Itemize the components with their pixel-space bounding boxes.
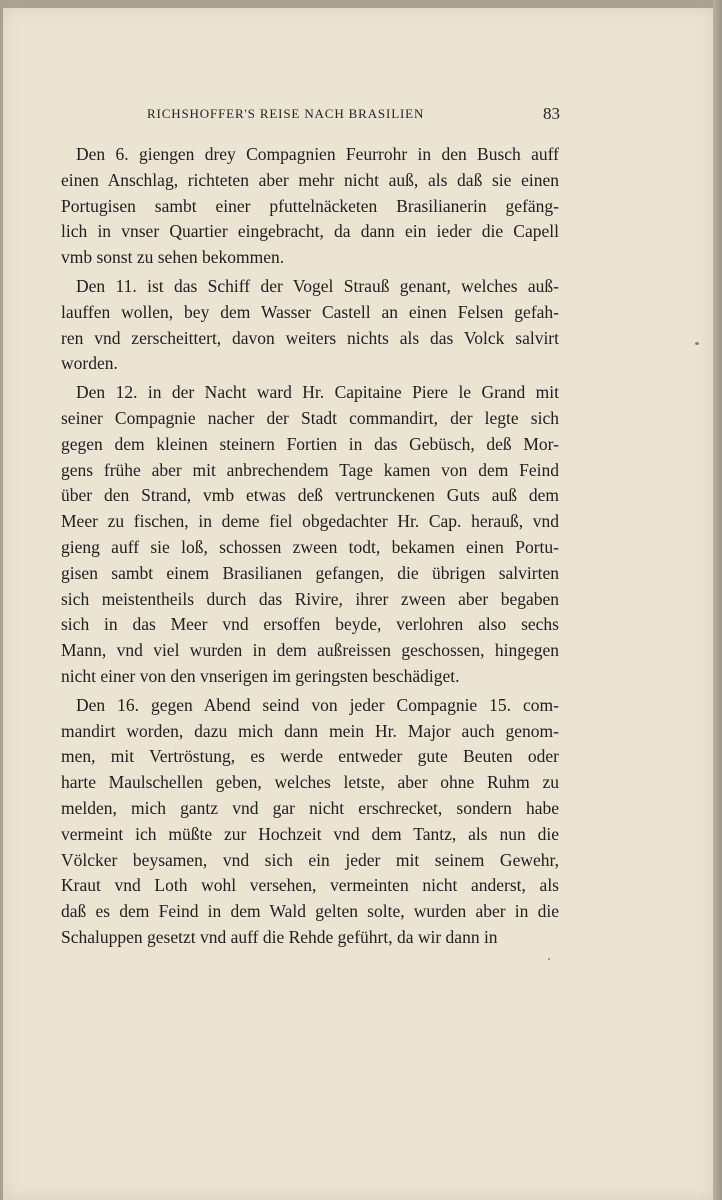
scan-edge-top <box>0 0 722 8</box>
paper-speck <box>548 958 550 960</box>
text-line: Den 6. giengen drey Compagnien Feurrohr in den Busch auff <box>76 144 559 164</box>
text-line: Den 11. ist das Schiff der Vogel Strauß genant, welches auß- <box>76 275 559 296</box>
paragraph <box>61 142 559 271</box>
paragraph <box>61 274 559 377</box>
text-line: seiner Compagnie nacher der Stadt commandirt, der legte sich <box>61 407 559 428</box>
text-line: Schaluppen gesetzt vnd auff die Rehde geführt, da wir dann in <box>61 926 498 947</box>
text-line: lich in vnser Quartier eingebracht, da dann ein ieder die Capell <box>61 221 559 242</box>
paragraph <box>61 380 559 690</box>
text-line: harte Maulschellen geben, welches letste, aber ohne Ruhm zu <box>61 772 559 793</box>
text-line: worden. <box>61 353 118 374</box>
running-title: RICHSHOFFER'S REISE NACH BRASILIEN <box>147 106 425 121</box>
text-line: vermeint ich müßte zur Hochzeit vnd dem Tantz, als nun die <box>61 823 559 844</box>
text-line: Portugisen sambt einer pfuttelnäcketen Brasilianerin gefäng- <box>61 195 559 216</box>
text-line: gisen sambt einem Brasilianen gefangen, die übrigen salvirten <box>61 562 559 583</box>
text-line: daß es dem Feind in dem Wald gelten solte, wurden aber in die <box>61 901 559 922</box>
text-line: sich meistentheils durch das Rivire, ihrer zween aber begaben <box>61 588 559 609</box>
text-line: Meer zu fischen, in deme fiel obgedachter Hr. Cap. herauß, vnd <box>61 511 559 532</box>
text-line: sich in das Meer vnd ersoffen beyde, verlohren also sechs <box>61 614 559 635</box>
text-line: Kraut vnd Loth wohl versehen, vermeinten nicht anderst, als <box>61 875 559 896</box>
text-line: gens frühe aber mit anbrechendem Tage kamen von dem Feind <box>61 459 559 480</box>
text-line: melden, mich gantz vnd gar nicht erschrecket, sondern habe <box>61 797 559 818</box>
scan-edge-left <box>0 0 3 1200</box>
running-header <box>147 106 562 122</box>
text-line: nicht einer von den vnserigen im geringsten beschädiget. <box>61 665 460 686</box>
body-text <box>61 142 559 951</box>
text-line: Mann, vnd viel wurden in dem außreissen geschossen, hingegen <box>61 640 559 661</box>
text-line: gegen dem kleinen steinern Fortien in das Gebüsch, deß Mor- <box>61 433 559 454</box>
text-line: ren vnd zerscheittert, davon weiters nichts als das Volck salvirt <box>61 327 559 348</box>
text-line: mandirt worden, dazu mich dann mein Hr. Major auch genom- <box>61 720 559 741</box>
text-line: Den 12. in der Nacht ward Hr. Capitaine Piere le Grand mit <box>76 382 559 403</box>
text-line: men, mit Vertröstung, es werde entweder gute Beuten oder <box>61 746 559 767</box>
text-line: einen Anschlag, richteten aber mehr nicht auß, als daß sie einen <box>61 169 559 190</box>
text-line: über den Strand, vmb etwas deß vertrunckenen Guts auß dem <box>61 485 559 506</box>
page-number: 83 <box>543 104 560 123</box>
text-line: Völcker beysamen, vnd sich ein jeder mit seinem Gewehr, <box>61 849 559 870</box>
text-line: vmb sonst zu sehen bekommen. <box>61 247 285 268</box>
scan-edge-right <box>713 0 722 1200</box>
text-line: Den 16. gegen Abend seind von jeder Compagnie 15. com- <box>76 694 559 715</box>
paragraph <box>61 693 559 951</box>
text-line: gieng auff sie loß, schossen zween todt, bekamen einen Portu- <box>61 536 559 557</box>
paper-speck <box>695 342 699 345</box>
text-line: lauffen wollen, bey dem Wasser Castell an einen Felsen gefah- <box>61 301 559 322</box>
